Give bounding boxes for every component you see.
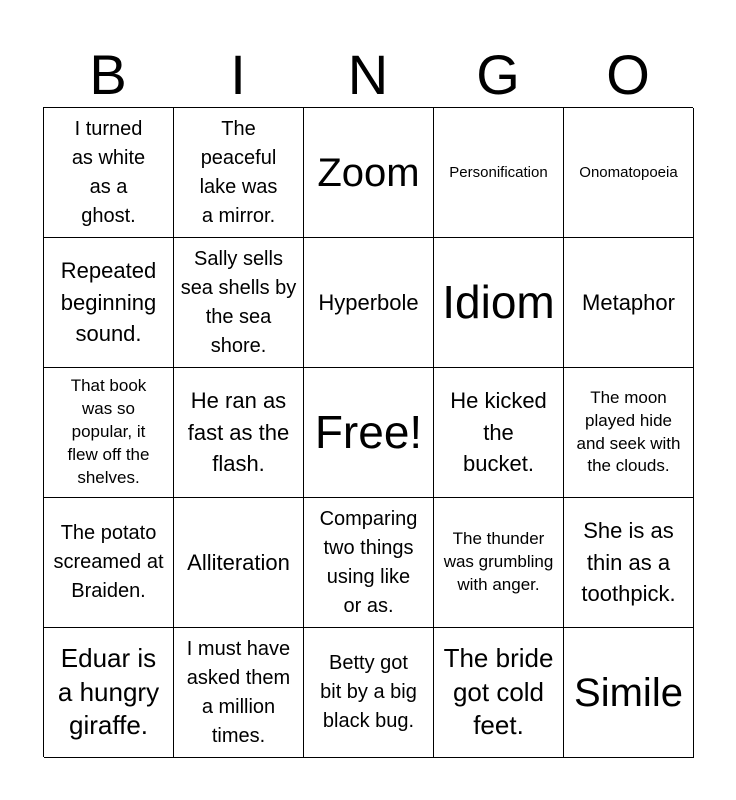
- cell-text: Free!: [314, 406, 423, 459]
- bingo-cell[interactable]: [174, 628, 304, 758]
- header-letter-n: N: [347, 43, 389, 106]
- cell-text: That book was so popular, it flew off the shelves.: [67, 376, 150, 487]
- header-letter-o: O: [606, 43, 650, 106]
- bingo-cell[interactable]: [44, 108, 174, 238]
- bingo-cell[interactable]: [174, 498, 304, 628]
- cell-text: Zoom: [317, 150, 420, 195]
- header-letter-i: I: [230, 43, 246, 106]
- cell-text: Betty got bit by a big black bug.: [320, 652, 417, 732]
- cell-text: The peaceful lake was a mirror.: [199, 117, 278, 227]
- bingo-cell[interactable]: [174, 238, 304, 368]
- cell-text: Metaphor: [582, 289, 675, 315]
- cell-text: He kicked the bucket.: [450, 387, 547, 477]
- cell-text: Alliteration: [187, 549, 290, 575]
- bingo-cell[interactable]: [434, 368, 564, 498]
- cell-text: Hyperbole: [318, 289, 419, 315]
- bingo-cell[interactable]: [304, 108, 434, 238]
- bingo-cell[interactable]: [564, 238, 694, 368]
- bingo-cell[interactable]: [174, 108, 304, 238]
- cell-text: The thunder was grumbling with anger.: [443, 529, 554, 594]
- bingo-cell[interactable]: [44, 238, 174, 368]
- bingo-cell[interactable]: [564, 628, 694, 758]
- cell-text: Repeated beginning sound.: [60, 257, 157, 347]
- cell-text: The bride got cold feet.: [443, 642, 554, 741]
- bingo-header: [43, 42, 693, 108]
- cell-text: Simile: [574, 670, 683, 715]
- cell-text: I must have asked them a million times.: [186, 637, 291, 747]
- cell-text: Onomatopoeia: [579, 163, 678, 181]
- bingo-cell[interactable]: [564, 108, 694, 238]
- bingo-cell[interactable]: [304, 628, 434, 758]
- bingo-cell[interactable]: [304, 498, 434, 628]
- cell-text: He ran as fast as the flash.: [187, 387, 290, 477]
- bingo-cell[interactable]: [434, 628, 564, 758]
- header-letter-g: G: [476, 43, 520, 106]
- bingo-cell[interactable]: [434, 108, 564, 238]
- bingo-cell[interactable]: [174, 368, 304, 498]
- cell-text: Sally sells sea shells by the sea shore.: [180, 247, 297, 357]
- cell-text: The moon played hide and seek with the clouds.: [576, 387, 681, 476]
- cell-text: I turned as white as a ghost.: [71, 117, 146, 227]
- cell-text: She is as thin as a toothpick.: [581, 517, 676, 607]
- bingo-cell[interactable]: [434, 238, 564, 368]
- bingo-board: [43, 107, 693, 757]
- bingo-cell[interactable]: [44, 368, 174, 498]
- cell-text: Personification: [449, 163, 548, 181]
- cell-text: The potato screamed at Braiden.: [53, 522, 164, 602]
- cell-text: Comparing two things using like or as.: [319, 507, 418, 617]
- bingo-cell[interactable]: [304, 238, 434, 368]
- bingo-cell[interactable]: [434, 498, 564, 628]
- bingo-cell[interactable]: [564, 368, 694, 498]
- header-letter-b: B: [89, 43, 127, 106]
- bingo-cell[interactable]: [44, 498, 174, 628]
- bingo-cell[interactable]: [564, 498, 694, 628]
- cell-text: Eduar is a hungry giraffe.: [57, 642, 160, 741]
- free-space[interactable]: [304, 368, 434, 498]
- cell-text: Idiom: [442, 276, 555, 329]
- bingo-cell[interactable]: [44, 628, 174, 758]
